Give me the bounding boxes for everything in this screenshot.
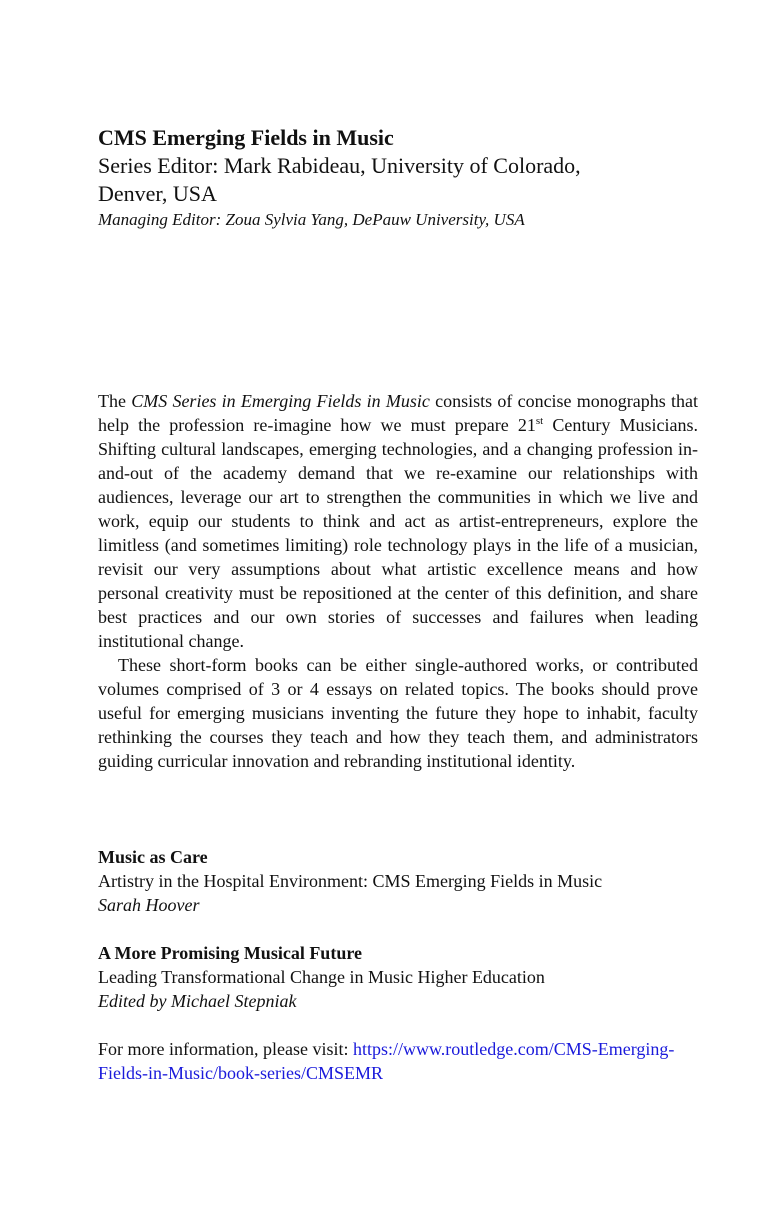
- description-paragraph-2: These short-form books can be either single-authored works, or contributed volumes comprised of 3 or 4 essays on related topics. The books should prove useful for emerging musicians inventing the future they hope to inhabit, faculty rethinking the courses they teach and how they teach them, and administrators guiding curricular innovation and rebranding institutional identity.: [98, 655, 698, 771]
- book-author: Edited by Michael Stepniak: [98, 991, 297, 1011]
- book-entry: [98, 941, 698, 1013]
- managing-editor: Managing Editor: Zoua Sylvia Yang, DePauw University, USA: [98, 210, 525, 229]
- series-title: CMS Emerging Fields in Music: [98, 125, 394, 150]
- series-website-link[interactable]: https://www.routledge.com/CMS-Emerging-Fields-in-Music/book-series/CMSEMR: [98, 1039, 675, 1083]
- book-subtitle: Artistry in the Hospital Environment: CMS Emerging Fields in Music: [98, 871, 603, 891]
- series-name-italic: CMS Series in Emerging Fields in Music: [131, 391, 430, 411]
- p1-after-italic: consists of concise monographs that help the profession re-imagine how we must prepare 21: [98, 391, 698, 435]
- series-editor-line-1: Series Editor: Mark Rabideau, University of Colorado,: [98, 153, 581, 178]
- series-description: [98, 389, 698, 773]
- ordinal-suffix: st: [535, 415, 544, 427]
- book-title: Music as Care: [98, 847, 208, 867]
- p1-lead: The: [98, 391, 132, 411]
- book-title: A More Promising Musical Future: [98, 943, 362, 963]
- description-paragraph-1: [98, 389, 698, 653]
- book-author: Sarah Hoover: [98, 895, 200, 915]
- series-header: [98, 124, 698, 232]
- p1-rest: Century Musicians. Shifting cultural landscapes, emerging technologies, and a changing profession in-and-out of the academy demand that we re-examine our relationships with audiences, leverage our art to strengthen the communities in which we live and work, equip our students to think and act as artist-entrepreneurs, explore the limitless (and sometimes limiting) role technology plays in the life of a musician, revisit our very assumptions about what artistic excellence means and how personal creativity must be repositioned at the center of this definition, and share best practices and our own stories of successes and failures when leading institutional change.: [98, 415, 698, 651]
- book-subtitle: Leading Transformational Change in Music Higher Education: [98, 967, 545, 987]
- more-information: [98, 1037, 698, 1085]
- book-entry: [98, 845, 698, 917]
- more-info-label: For more information, please visit:: [98, 1039, 353, 1059]
- series-editor-line-2: Denver, USA: [98, 181, 217, 206]
